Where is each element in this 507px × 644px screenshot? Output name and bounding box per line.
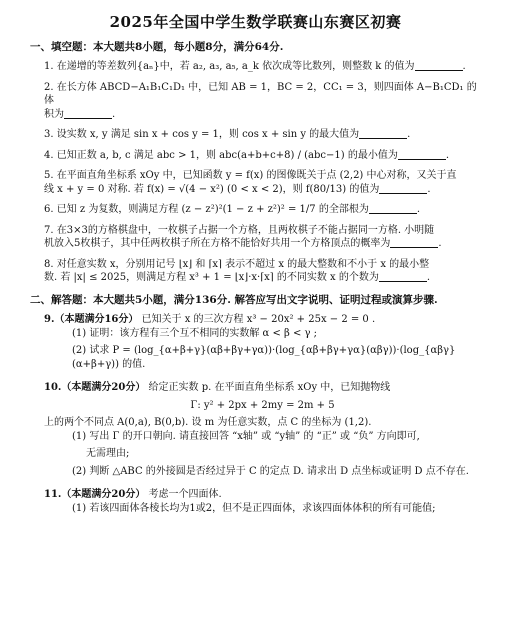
- question-4-text: 4. 已知正数 a, b, c 满足 abc > 1，则 abc(a+b+c+8) / (abc−1) 的最小值为: [44, 149, 398, 161]
- question-8-text: 8. 对任意实数 x，分别用记号 ⌊x⌋ 和 ⌈x⌉ 表示不超过 x 的最大整数和不小于 x 的最小整: [44, 258, 430, 270]
- question-9-text: 已知关于 x 的三次方程 x³ − 20x² + 25x − 2 = 0 .: [141, 314, 376, 326]
- question-8-text-cont: 数. 若 |x| ≤ 2025，则满足方程 x³ + 1 = ⌊x⌋·x·⌈x⌉ 的不同实数 x 的个数为: [44, 272, 379, 284]
- question-8: 8. 对任意实数 x，分别用记号 ⌊x⌋ 和 ⌈x⌉ 表示不超过 x 的最大整数和不小于 x 的最小整 数. 若 |x| ≤ 2025，则满足方程 x³ + 1 = ⌊x⌋·x·⌈x⌉ 的不同实数 x 的个数为 .: [44, 258, 481, 285]
- question-2: 2. 在长方体 ABCD−A₁B₁C₁D₁ 中，已知 AB = 1，BC = 2，CC₁ = 3，则四面体 A−B₁CD₁ 的体 积为 .: [44, 81, 481, 122]
- question-5: 5. 在平面直角坐标系 xOy 中，已知函数 y = f(x) 的图像既关于点 (2,2) 中心对称，又关于直 线 x + y = 0 对称. 若 f(x) = √(4 − x²) (0 < x < 2)，则 f(80/13) 的值为 .: [44, 169, 481, 196]
- question-3-text: 3. 设实数 x, y 满足 sin x + cos y = 1，则 cos x + sin y 的最大值为: [44, 129, 360, 141]
- question-7: 7. 在3×3的方格棋盘中，一枚棋子占据一个方格，且两枚棋子不能占据同一方格. 小明随 机放入5枚棋子，其中任两枚棋子所在方格不能恰好共用一个方格顶点的概率为 .: [44, 224, 481, 251]
- answer-blank: [379, 183, 427, 194]
- exam-title: 2025年全国中学生数学联赛山东赛区初赛: [109, 13, 402, 31]
- question-6: 6. 已知 z 为复数，则满足方程 (z − z²)²(1 − z + z²)² = 1/7 的全部根为 .: [44, 204, 421, 216]
- parabola-equation: Γ: y² + 2px + 2my = 2m + 5: [190, 399, 335, 411]
- question-10-text-cont: 上的两个不同点 A(0,a), B(0,b). 设 m 为任意实数，点 C 的坐标为 (1,2).: [44, 417, 372, 429]
- question-10-part-1-cont: 无需理由;: [86, 448, 130, 460]
- question-4: 4. 已知正数 a, b, c 满足 abc > 1，则 abc(a+b+c+8) / (abc−1) 的最小值为 .: [44, 149, 450, 161]
- question-10-part-2: (2) 判断 △ABC 的外接圆是否经过异于 C 的定点 D. 请求出 D 点坐标或证明 D 点不存在.: [72, 465, 469, 477]
- question-5-text: 5. 在平面直角坐标系 xOy 中，已知函数 y = f(x) 的图像既关于点 (2,2) 中心对称，又关于直: [44, 170, 457, 182]
- question-3: 3. 设实数 x, y 满足 sin x + cos y = 1，则 cos x + sin y 的最大值为 .: [44, 129, 411, 141]
- answer-blank: [379, 271, 427, 282]
- question-2-text-cont: 积为: [44, 108, 64, 120]
- section-fill-in: 一、填空题：本大题共8小题，每小题8分，满分64分.: [30, 41, 284, 54]
- question-10: [44, 381, 481, 478]
- question-7-text-cont: 机放入5枚棋子，其中任两枚棋子所在方格不能恰好共用一个方格顶点的概率为: [44, 238, 391, 250]
- section-solutions: 二、解答题：本大题共5小题，满分136分. 解答应写出文字说明、证明过程或演算步骤.: [30, 293, 438, 306]
- question-11-text: 考虑一个四面体.: [148, 489, 222, 501]
- question-9-part-2: (2) 试求 P = (log_{α+β+γ}(αβ+βγ+γα))·(log_{αβ+βγ+γα}(αβγ))·(log_{αβγ}(α+β+γ)) 的值.: [72, 345, 456, 370]
- answer-blank: [398, 149, 446, 160]
- answer-blank: [390, 237, 438, 248]
- question-2-text: 2. 在长方体 ABCD−A₁B₁C₁D₁ 中，已知 AB = 1，BC = 2，CC₁ = 3，则四面体 A−B₁CD₁ 的体: [44, 81, 477, 107]
- question-1: 1. 在递增的等差数列{aₙ}中，若 a₂, a₃, a₅, a_k 依次成等比数列，则整数 k 的值为 .: [44, 61, 466, 73]
- question-10-part-1: (1) 写出 Γ 的开口朝向. 请直接回答 “x轴” 或 “y轴” 的 “正” 或 “负” 方向即可,: [72, 430, 420, 442]
- answer-blank: [369, 203, 417, 214]
- question-6-text: 6. 已知 z 为复数，则满足方程 (z − z²)²(1 − z + z²)² = 1/7 的全部根为: [44, 204, 369, 216]
- question-11-header: 11.（本题满分20分）: [44, 489, 146, 501]
- question-9-header: 9.（本题满分16分）: [44, 314, 139, 326]
- question-10-text: 给定正实数 p. 在平面直角坐标系 xOy 中，已知抛物线: [148, 382, 391, 394]
- answer-blank: [415, 60, 463, 71]
- answer-blank: [64, 108, 112, 119]
- question-7-text: 7. 在3×3的方格棋盘中，一枚棋子占据一个方格，且两枚棋子不能占据同一方格. 小明随: [44, 224, 435, 236]
- question-1-text: 1. 在递增的等差数列{aₙ}中，若 a₂, a₃, a₅, a_k 依次成等比数列，则整数 k 的值为: [44, 61, 415, 73]
- question-9: [44, 313, 481, 371]
- question-11: [44, 488, 481, 515]
- question-9-part-1: (1) 证明：该方程有三个互不相同的实数解 α < β < γ ;: [72, 327, 318, 339]
- question-10-header: 10.（本题满分20分）: [44, 382, 146, 394]
- question-5-text-cont: 线 x + y = 0 对称. 若 f(x) = √(4 − x²) (0 < x < 2)，则 f(80/13) 的值为: [44, 183, 380, 195]
- answer-blank: [359, 128, 407, 139]
- question-11-part-1: (1) 若该四面体各棱长均为1或2，但不是正四面体，求该四面体体积的所有可能值;: [72, 502, 436, 514]
